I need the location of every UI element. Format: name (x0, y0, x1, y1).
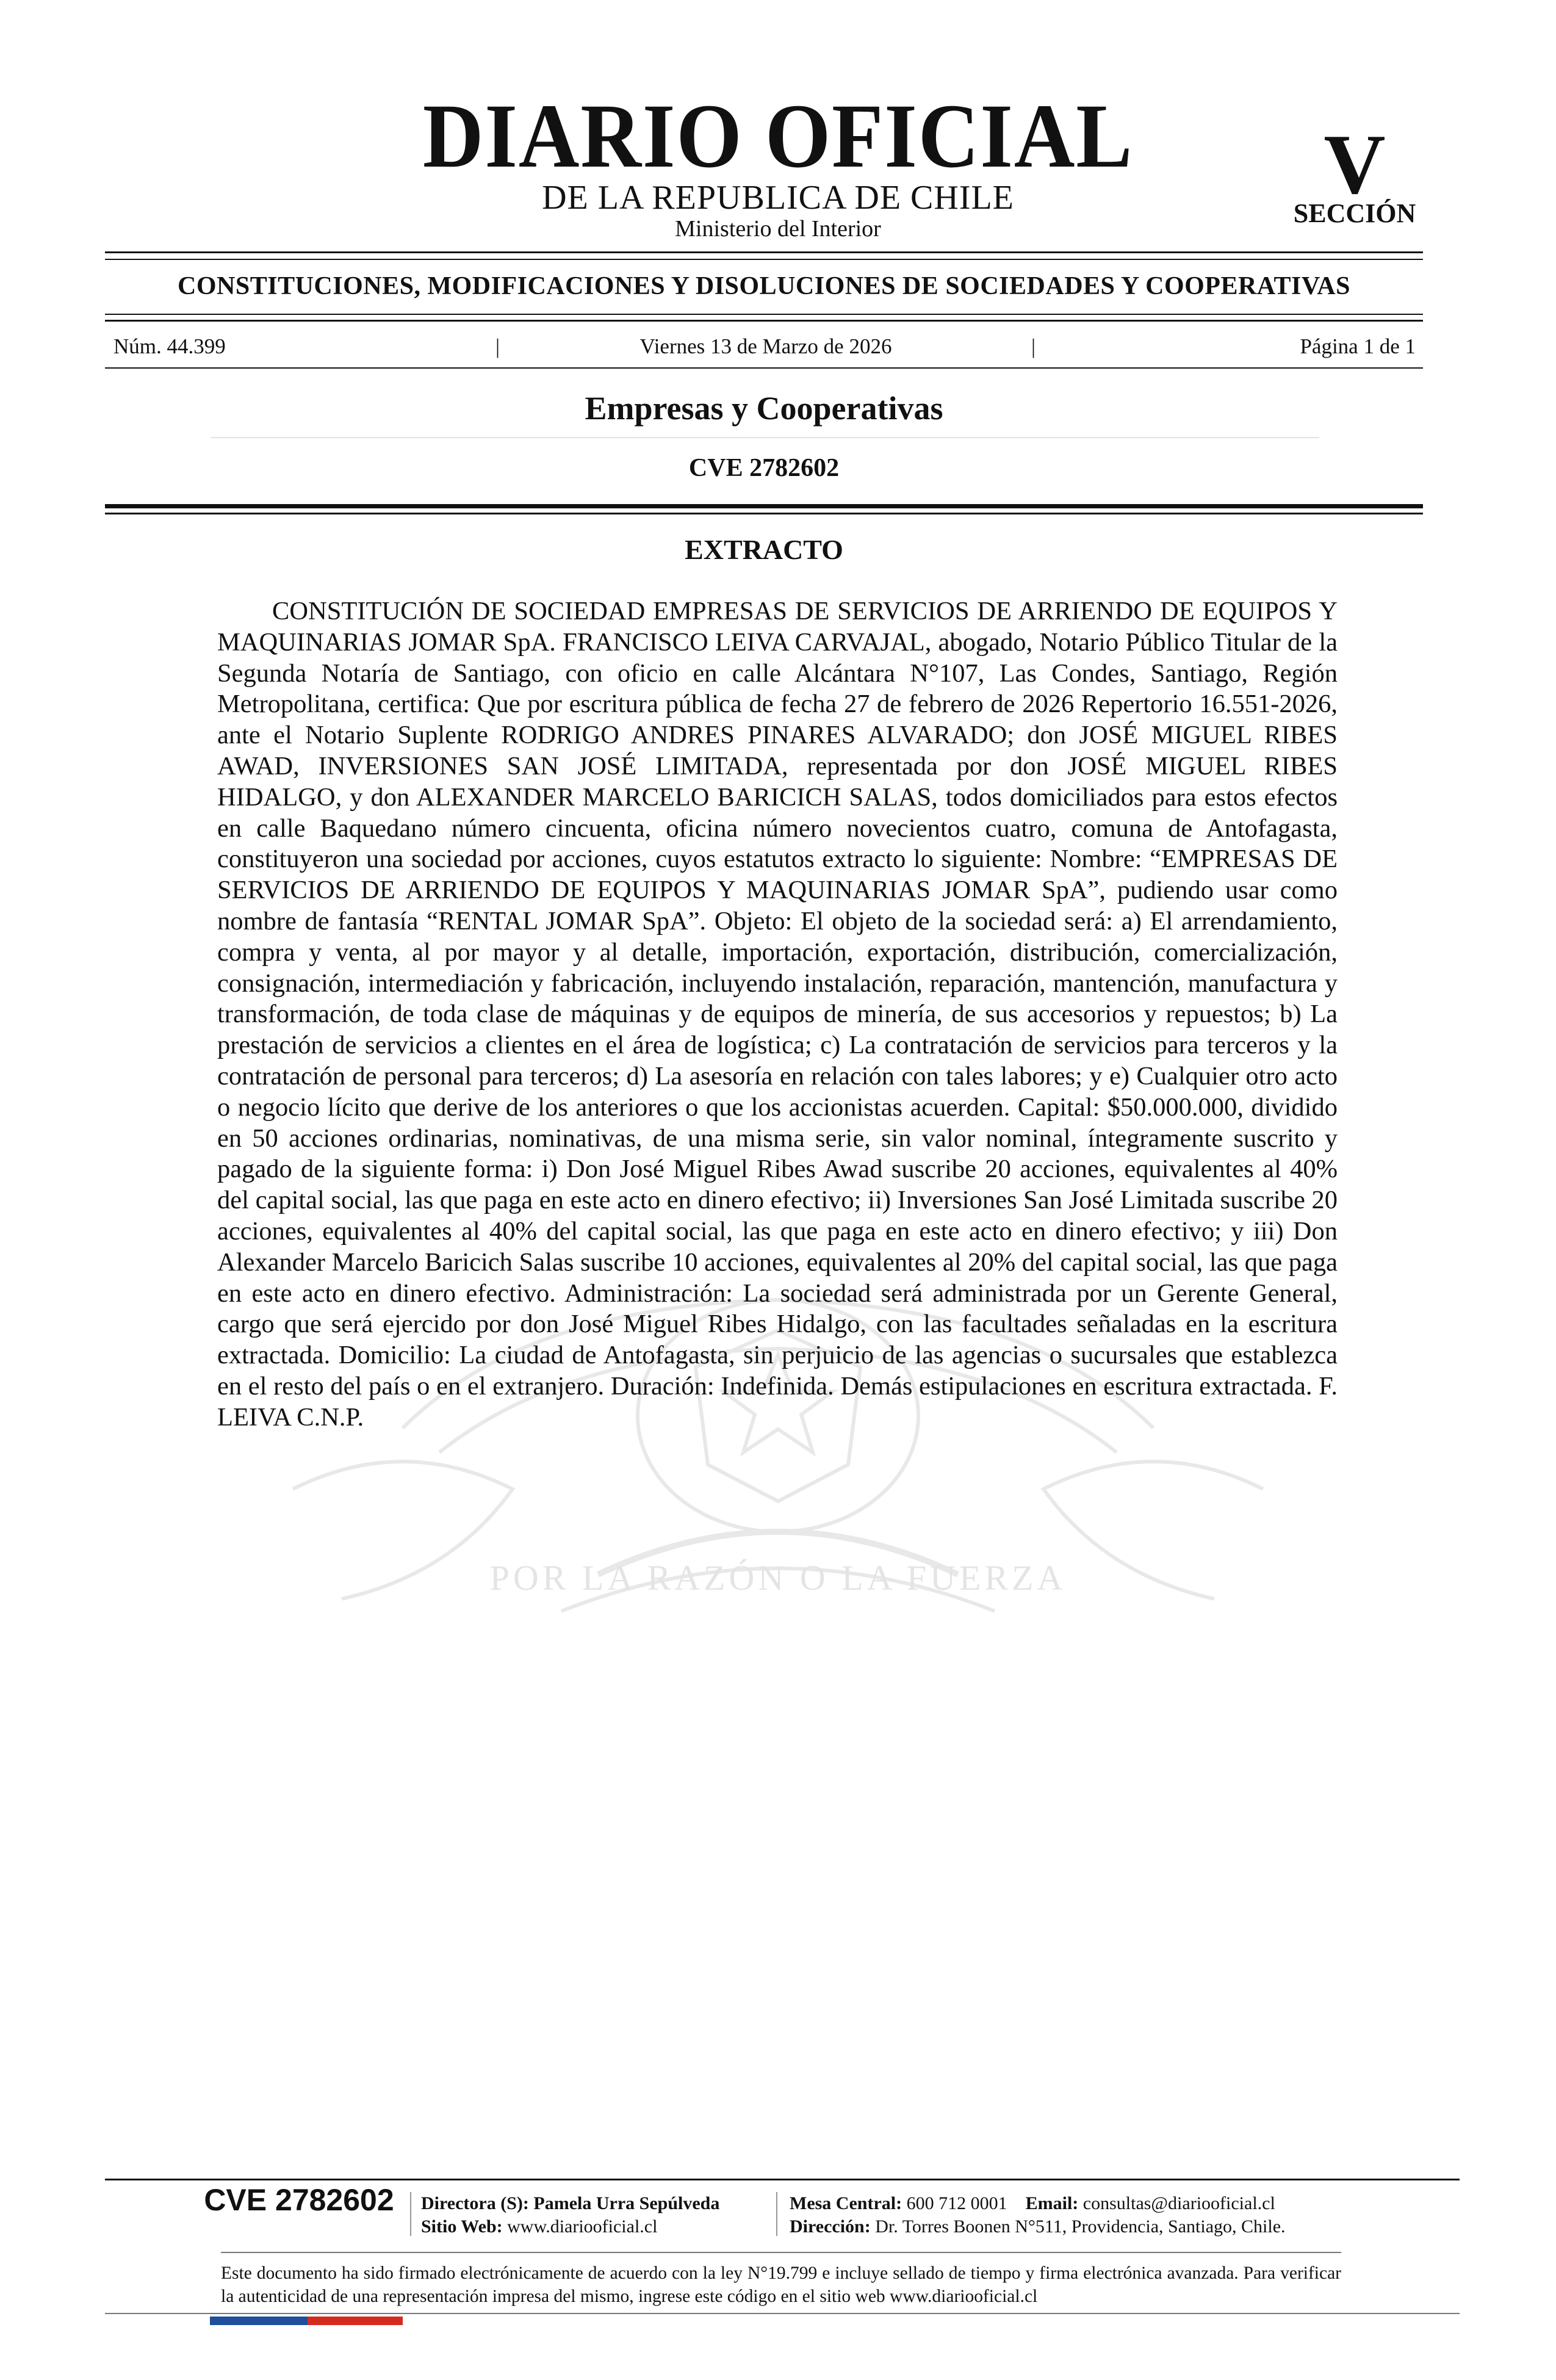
director-label: Directora (S): (421, 2193, 529, 2213)
rule-meta (105, 367, 1423, 369)
extract-body: CONSTITUCIÓN DE SOCIEDAD EMPRESAS DE SERVICIOS DE ARRIENDO DE EQUIPOS Y MAQUINARIAS JOMAR SpA. FRANCISCO LEIVA CARVAJAL, abogado, Notario Público Titular de la Segunda Notaría de Santiago, con oficio en calle Alcántara N°107, Las Condes, Santiago, Región Metropolitana, certifica: Que por escritura pública de fecha 27 de febrero de 2026 Repertorio 16.551-2026, ante el Notario Suplente RODRIGO ANDRES PINARES ALVARADO; don JOSÉ MIGUEL RIBES AWAD, INVERSIONES SAN JOSÉ LIMITADA, representada por don JOSÉ MIGUEL RIBES HIDALGO, y don ALEXANDER MARCELO BARICICH SALAS, todos domiciliados para estos efectos en calle Baquedano número cincuenta, oficina número novecientos cuatro, comuna de Antofagasta, constituyeron una sociedad por acciones, cuyos estatutos extracto lo siguiente: Nombre: “EMPRESAS DE SERVICIOS DE ARRIENDO DE EQUIPOS Y MAQUINARIAS JOMAR SpA”, pudiendo usar como nombre de fantasía “RENTAL JOMAR SpA”. Objeto: El objeto de la sociedad será: a) El arrendamiento, compra y venta, al por mayor y al detalle, importación, exportación, distribución, comercialización, consignación, intermediación y fabricación, incluyendo instalación, reparación, mantención, manufactura y transformación, de toda clase de máquinas y de equipos de minería, de sus accesorios y repuestos; b) La prestación de servicios a clientes en el área de logística; c) La contratación de servicios para terceros y la contratación de personal para terceros; d) La asesoría en relación con tales labores; y e) Cualquier otro acto o negocio lícito que derive de los anteriores o que los accionistas acuerden. Capital: $50.000.000, dividido en 50 acciones ordinarias, nominativas, de una misma serie, sin valor nominal, íntegramente suscrito y pagado de la siguiente forma: i) Don José Miguel Ribes Awad suscribe 20 acciones, equivalentes al 40% del capital social, las que paga en este acto en dinero efectivo; ii) Inversiones San José Limitada suscribe 20 acciones, equivalentes al 40% del capital social, las que paga en este acto en dinero efectivo; y iii) Don Alexander Marcelo Baricich Salas suscribe 10 acciones, equivalentes al 20% del capital social, las que paga en este acto en dinero efectivo. Administración: La sociedad será administrada por un Gerente General, cargo que será ejercido por don José Miguel Ribes Hidalgo, con las facultades señaladas en la escritura extractada. Domicilio: La ciudad de Antofagasta, sin perjuicio de las agencias o sucursales que establezca en el resto del país o en el extranjero. Duración: Indefinida. Demás estipulaciones en escritura extractada. F. LEIVA C.N.P. (217, 597, 1338, 1432)
meta-separator: | (495, 334, 500, 358)
footer-rule-bottom (105, 2313, 1460, 2314)
email-label: Email: (1025, 2193, 1079, 2213)
section-divider (211, 437, 1319, 438)
meta-separator: | (1031, 334, 1036, 358)
section-word: SECCIÓN (1293, 198, 1416, 228)
website-link[interactable]: www.diariooficial.cl (507, 2216, 658, 2237)
flag-stripe-blue (210, 2317, 308, 2325)
watermark-motto: POR LA RAZÓN O LA FUERZA (489, 1558, 1067, 1598)
masthead-subtitle: DE LA REPUBLICA DE CHILE (542, 179, 1014, 217)
address-value: Dr. Torres Boonen N°511, Providencia, Santiago, Chile. (875, 2216, 1286, 2237)
rule-mid-2 (105, 320, 1423, 322)
rule-top-1 (105, 251, 1423, 253)
section-letter: V (1324, 117, 1386, 212)
category-heading: CONSTITUCIONES, MODIFICACIONES Y DISOLUCIONES DE SOCIEDADES Y COOPERATIVAS (178, 272, 1350, 300)
footer-rule-top (105, 2179, 1460, 2180)
footer-rule-note (221, 2252, 1341, 2253)
director-name: Pamela Urra Sepúlveda (533, 2193, 720, 2213)
extract-title: EXTRACTO (685, 534, 843, 565)
footer-verification-note: Este documento ha sido firmado electrónicamente de acuerdo con la ley N°19.799 e incluye sellado de tiempo y firma electrónica avanzada. Para verificar la autenticidad de una representación impresa del mismo, ingrese este código en el sitio web www.diariooficial.cl (221, 2263, 1341, 2306)
phone-label: Mesa Central: (790, 2193, 902, 2213)
website-label: Sitio Web: (421, 2216, 503, 2237)
cve-code: CVE 2782602 (688, 454, 840, 482)
rule-heavy-1 (105, 504, 1423, 508)
issue-date: Viernes 13 de Marzo de 2026 (639, 334, 892, 358)
footer-divider (776, 2192, 777, 2236)
rule-heavy-2 (105, 513, 1423, 514)
issue-number: Núm. 44.399 (113, 334, 226, 358)
footer-director-block (421, 2192, 775, 2238)
footer-contact-block (790, 2192, 1430, 2238)
flag-stripe-red (308, 2317, 403, 2325)
masthead-ministry: Ministerio del Interior (675, 216, 881, 242)
address-label: Dirección: (790, 2216, 871, 2237)
footer-cve-code: CVE 2782602 (204, 2183, 394, 2217)
page-section-title: Empresas y Cooperativas (585, 390, 943, 427)
phone-value: 600 712 0001 (906, 2193, 1007, 2213)
rule-top-2 (105, 259, 1423, 260)
page-indicator: Página 1 de 1 (1300, 334, 1416, 358)
email-link[interactable]: consultas@diariooficial.cl (1082, 2193, 1275, 2213)
masthead-title: DIARIO OFICIAL (422, 85, 1134, 187)
rule-mid-1 (105, 314, 1423, 315)
footer-divider (410, 2192, 411, 2236)
